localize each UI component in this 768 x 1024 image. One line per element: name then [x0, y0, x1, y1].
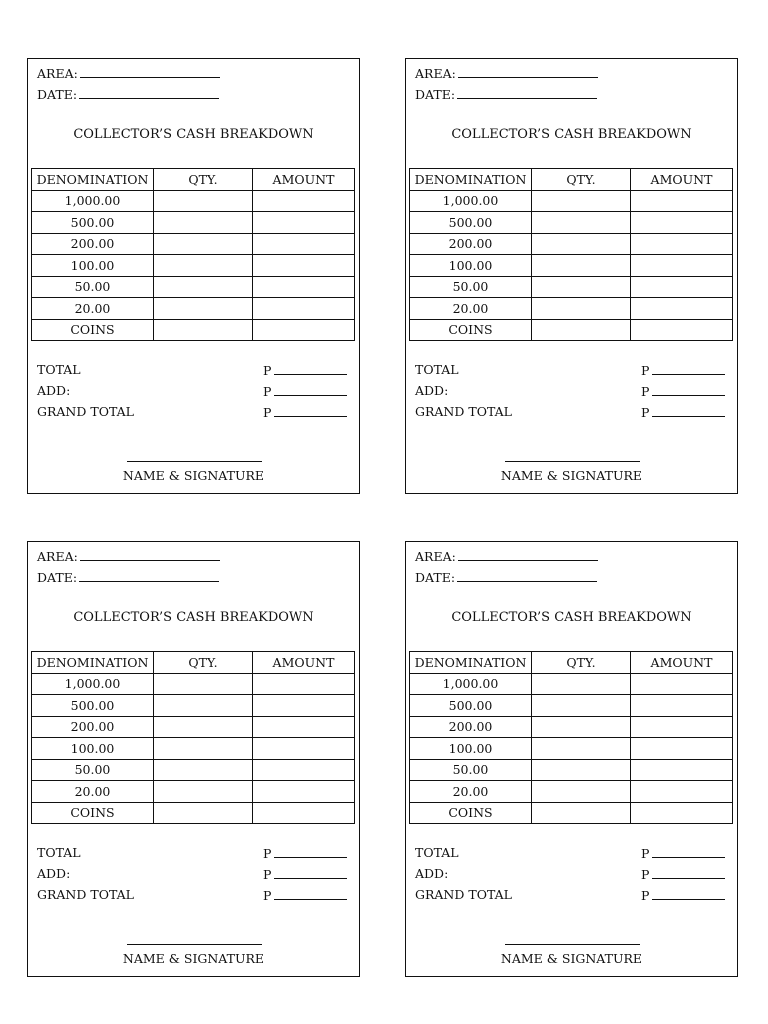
denomination-cell: 500.00	[410, 212, 532, 234]
qty-cell[interactable]	[532, 716, 631, 738]
denomination-cell: 50.00	[410, 759, 532, 781]
denomination-cell: 20.00	[410, 781, 532, 803]
qty-cell[interactable]	[154, 781, 253, 803]
add-label: ADD:	[37, 866, 71, 881]
qty-cell[interactable]	[154, 298, 253, 320]
qty-cell[interactable]	[154, 716, 253, 738]
total-label: TOTAL	[415, 362, 459, 377]
total-amount-field[interactable]	[641, 845, 725, 861]
peso-prefix: P	[641, 405, 650, 420]
amount-cell[interactable]	[253, 802, 355, 824]
total-blank-line[interactable]	[652, 845, 725, 858]
denomination-cell: COINS	[410, 802, 532, 824]
peso-prefix: P	[263, 846, 272, 861]
denomination-table	[409, 651, 733, 824]
grand-total-label: GRAND TOTAL	[37, 887, 134, 902]
column-header-amount: AMOUNT	[253, 652, 355, 674]
peso-prefix: P	[641, 846, 650, 861]
amount-cell[interactable]	[631, 673, 733, 695]
area-label: AREA:	[415, 549, 456, 564]
amount-cell[interactable]	[631, 276, 733, 298]
qty-cell[interactable]	[532, 673, 631, 695]
denomination-cell: 200.00	[32, 716, 154, 738]
area-label: AREA:	[37, 549, 78, 564]
signature-line[interactable]	[127, 944, 262, 945]
area-field[interactable]	[37, 65, 220, 82]
add-blank-line[interactable]	[274, 383, 347, 396]
table-row	[32, 212, 355, 234]
table-row	[410, 298, 733, 320]
grand-total-label: GRAND TOTAL	[415, 887, 512, 902]
table-row	[410, 190, 733, 212]
add-amount-field[interactable]	[641, 866, 725, 882]
denomination-table	[409, 168, 733, 341]
qty-cell[interactable]	[532, 276, 631, 298]
date-blank-line[interactable]	[79, 86, 219, 99]
signature-label: NAME & SIGNATURE	[500, 468, 643, 483]
area-label: AREA:	[37, 66, 78, 81]
denomination-cell: 1,000.00	[32, 190, 154, 212]
peso-prefix: P	[263, 867, 272, 882]
qty-cell[interactable]	[154, 738, 253, 760]
qty-cell[interactable]	[532, 759, 631, 781]
signature-label: NAME & SIGNATURE	[122, 468, 265, 483]
denomination-table	[31, 168, 355, 341]
table-row	[410, 738, 733, 760]
area-label: AREA:	[415, 66, 456, 81]
signature-line[interactable]	[505, 944, 640, 945]
area-field[interactable]	[37, 548, 220, 565]
date-blank-line[interactable]	[457, 86, 597, 99]
amount-cell[interactable]	[631, 190, 733, 212]
table-row	[410, 233, 733, 255]
amount-cell[interactable]	[253, 781, 355, 803]
amount-cell[interactable]	[253, 255, 355, 277]
denomination-cell: 50.00	[32, 276, 154, 298]
peso-prefix: P	[263, 888, 272, 903]
amount-cell[interactable]	[631, 319, 733, 341]
column-header-amount: AMOUNT	[253, 169, 355, 191]
peso-prefix: P	[263, 405, 272, 420]
form-title: COLLECTOR’S CASH BREAKDOWN	[451, 610, 692, 625]
table-header-row	[32, 652, 355, 674]
signature-label: NAME & SIGNATURE	[500, 951, 643, 966]
column-header-qty: QTY.	[154, 169, 253, 191]
total-label: TOTAL	[415, 845, 459, 860]
peso-prefix: P	[641, 363, 650, 378]
amount-cell[interactable]	[631, 695, 733, 717]
denomination-cell: 200.00	[410, 716, 532, 738]
denomination-cell: 100.00	[32, 738, 154, 760]
denomination-cell: 1,000.00	[410, 673, 532, 695]
grand-total-amount-field[interactable]	[641, 404, 725, 420]
date-field[interactable]	[37, 569, 219, 586]
amount-cell[interactable]	[253, 212, 355, 234]
grand-total-amount-field[interactable]	[263, 887, 347, 903]
peso-prefix: P	[641, 867, 650, 882]
form-title: COLLECTOR’S CASH BREAKDOWN	[73, 127, 314, 142]
qty-cell[interactable]	[532, 319, 631, 341]
area-blank-line[interactable]	[80, 548, 220, 561]
amount-cell[interactable]	[253, 276, 355, 298]
total-amount-field[interactable]	[641, 362, 725, 378]
add-label: ADD:	[415, 383, 449, 398]
column-header-qty: QTY.	[532, 169, 631, 191]
area-field[interactable]	[415, 65, 598, 82]
grand-total-blank-line[interactable]	[652, 887, 725, 900]
total-blank-line[interactable]	[274, 362, 347, 375]
date-label: DATE:	[415, 87, 456, 102]
peso-prefix: P	[263, 384, 272, 399]
add-label: ADD:	[415, 866, 449, 881]
qty-cell[interactable]	[154, 319, 253, 341]
qty-cell[interactable]	[154, 802, 253, 824]
qty-cell[interactable]	[532, 781, 631, 803]
qty-cell[interactable]	[532, 695, 631, 717]
qty-cell[interactable]	[154, 190, 253, 212]
denomination-cell: 100.00	[32, 255, 154, 277]
denomination-cell: COINS	[32, 802, 154, 824]
column-header-denomination: DENOMINATION	[32, 652, 154, 674]
add-blank-line[interactable]	[274, 866, 347, 879]
date-field[interactable]	[415, 569, 597, 586]
table-row	[410, 781, 733, 803]
amount-cell[interactable]	[631, 212, 733, 234]
table-row	[32, 695, 355, 717]
table-row	[410, 802, 733, 824]
amount-cell[interactable]	[631, 802, 733, 824]
cash-breakdown-card	[27, 58, 360, 494]
form-title: COLLECTOR’S CASH BREAKDOWN	[73, 610, 314, 625]
denomination-cell: 500.00	[32, 212, 154, 234]
denomination-cell: 200.00	[410, 233, 532, 255]
signature-label: NAME & SIGNATURE	[122, 951, 265, 966]
add-label: ADD:	[37, 383, 71, 398]
cash-breakdown-card	[405, 541, 738, 977]
amount-cell[interactable]	[631, 781, 733, 803]
table-row	[32, 190, 355, 212]
peso-prefix: P	[641, 888, 650, 903]
table-row	[32, 255, 355, 277]
table-header-row	[410, 652, 733, 674]
grand-total-blank-line[interactable]	[652, 404, 725, 417]
amount-cell[interactable]	[253, 738, 355, 760]
denomination-cell: 20.00	[410, 298, 532, 320]
table-header-row	[32, 169, 355, 191]
denomination-cell: 500.00	[410, 695, 532, 717]
table-row	[410, 319, 733, 341]
area-blank-line[interactable]	[458, 548, 598, 561]
column-header-denomination: DENOMINATION	[32, 169, 154, 191]
table-row	[410, 673, 733, 695]
amount-cell[interactable]	[631, 233, 733, 255]
amount-cell[interactable]	[631, 738, 733, 760]
qty-cell[interactable]	[532, 190, 631, 212]
denomination-cell: 100.00	[410, 738, 532, 760]
total-label: TOTAL	[37, 845, 81, 860]
table-row	[410, 716, 733, 738]
date-field[interactable]	[37, 86, 219, 103]
table-row	[32, 673, 355, 695]
denomination-cell: 200.00	[32, 233, 154, 255]
qty-cell[interactable]	[532, 802, 631, 824]
qty-cell[interactable]	[532, 212, 631, 234]
grand-total-label: GRAND TOTAL	[415, 404, 512, 419]
qty-cell[interactable]	[154, 695, 253, 717]
date-label: DATE:	[37, 87, 78, 102]
date-label: DATE:	[37, 570, 78, 585]
add-amount-field[interactable]	[263, 866, 347, 882]
cash-breakdown-card	[27, 541, 360, 977]
denomination-cell: 100.00	[410, 255, 532, 277]
column-header-amount: AMOUNT	[631, 652, 733, 674]
table-row	[32, 802, 355, 824]
table-row	[410, 759, 733, 781]
amount-cell[interactable]	[253, 759, 355, 781]
grand-total-amount-field[interactable]	[263, 404, 347, 420]
qty-cell[interactable]	[532, 298, 631, 320]
grand-total-label: GRAND TOTAL	[37, 404, 134, 419]
denomination-cell: 1,000.00	[32, 673, 154, 695]
signature-line[interactable]	[505, 461, 640, 462]
denomination-cell: COINS	[32, 319, 154, 341]
column-header-qty: QTY.	[154, 652, 253, 674]
total-amount-field[interactable]	[263, 362, 347, 378]
qty-cell[interactable]	[154, 759, 253, 781]
total-amount-field[interactable]	[263, 845, 347, 861]
table-row	[32, 319, 355, 341]
amount-cell[interactable]	[253, 190, 355, 212]
amount-cell[interactable]	[253, 233, 355, 255]
peso-prefix: P	[641, 384, 650, 399]
amount-cell[interactable]	[253, 716, 355, 738]
denomination-cell: COINS	[410, 319, 532, 341]
qty-cell[interactable]	[532, 738, 631, 760]
table-row	[32, 276, 355, 298]
qty-cell[interactable]	[154, 276, 253, 298]
column-header-amount: AMOUNT	[631, 169, 733, 191]
add-blank-line[interactable]	[652, 866, 725, 879]
column-header-denomination: DENOMINATION	[410, 652, 532, 674]
table-row	[410, 695, 733, 717]
area-blank-line[interactable]	[80, 65, 220, 78]
add-blank-line[interactable]	[652, 383, 725, 396]
amount-cell[interactable]	[253, 298, 355, 320]
amount-cell[interactable]	[631, 716, 733, 738]
total-blank-line[interactable]	[274, 845, 347, 858]
date-blank-line[interactable]	[457, 569, 597, 582]
table-row	[410, 255, 733, 277]
qty-cell[interactable]	[154, 673, 253, 695]
denomination-cell: 20.00	[32, 781, 154, 803]
grand-total-blank-line[interactable]	[274, 404, 347, 417]
amount-cell[interactable]	[253, 695, 355, 717]
table-row	[32, 298, 355, 320]
amount-cell[interactable]	[631, 255, 733, 277]
table-row	[32, 759, 355, 781]
table-row	[32, 781, 355, 803]
table-row	[32, 738, 355, 760]
total-blank-line[interactable]	[652, 362, 725, 375]
table-row	[32, 233, 355, 255]
table-header-row	[410, 169, 733, 191]
qty-cell[interactable]	[532, 233, 631, 255]
grand-total-blank-line[interactable]	[274, 887, 347, 900]
date-label: DATE:	[415, 570, 456, 585]
cash-breakdown-card	[405, 58, 738, 494]
qty-cell[interactable]	[154, 212, 253, 234]
denomination-cell: 50.00	[32, 759, 154, 781]
table-row	[410, 276, 733, 298]
column-header-qty: QTY.	[532, 652, 631, 674]
denomination-cell: 500.00	[32, 695, 154, 717]
form-title: COLLECTOR’S CASH BREAKDOWN	[451, 127, 692, 142]
column-header-denomination: DENOMINATION	[410, 169, 532, 191]
date-blank-line[interactable]	[79, 569, 219, 582]
amount-cell[interactable]	[631, 759, 733, 781]
add-amount-field[interactable]	[641, 383, 725, 399]
denomination-cell: 20.00	[32, 298, 154, 320]
total-label: TOTAL	[37, 362, 81, 377]
qty-cell[interactable]	[154, 233, 253, 255]
amount-cell[interactable]	[631, 298, 733, 320]
denomination-cell: 1,000.00	[410, 190, 532, 212]
peso-prefix: P	[263, 363, 272, 378]
amount-cell[interactable]	[253, 673, 355, 695]
qty-cell[interactable]	[154, 255, 253, 277]
grand-total-amount-field[interactable]	[641, 887, 725, 903]
add-amount-field[interactable]	[263, 383, 347, 399]
area-blank-line[interactable]	[458, 65, 598, 78]
qty-cell[interactable]	[532, 255, 631, 277]
date-field[interactable]	[415, 86, 597, 103]
denomination-table	[31, 651, 355, 824]
table-row	[410, 212, 733, 234]
area-field[interactable]	[415, 548, 598, 565]
signature-line[interactable]	[127, 461, 262, 462]
amount-cell[interactable]	[253, 319, 355, 341]
table-row	[32, 716, 355, 738]
denomination-cell: 50.00	[410, 276, 532, 298]
